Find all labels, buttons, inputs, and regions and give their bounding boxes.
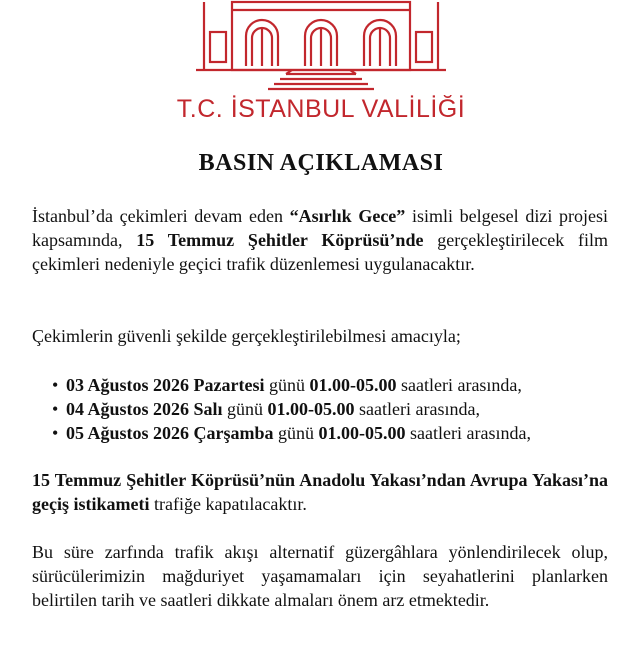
item-time: 01.00-05.00 [309, 375, 397, 395]
closure-direction: 15 Temmuz Şehitler Köprüsü’nün Anadolu Yakası’ndan Avrupa Yakası’na geçiş istikameti [32, 470, 608, 514]
closure-dates-list [52, 373, 612, 445]
intro-text-2: isimli belgesel dizi projesi kapsamında, [32, 206, 609, 250]
bullet-icon: • [52, 399, 59, 419]
istanbul-governorship-logo-icon [190, 0, 452, 92]
item-time: 01.00-05.00 [267, 399, 355, 419]
item-date: 03 Ağustos 2026 Pazartesi [66, 375, 265, 395]
bridge-name: 15 Temmuz Şehitler Köprüsü’nde [136, 230, 424, 250]
bullet-icon: • [52, 375, 59, 395]
purpose-paragraph: Çekimlerin güvenli şekilde gerçekleştirilebilmesi amacıyla; [32, 326, 461, 346]
series-name: “Asırlık Gece” [289, 206, 406, 226]
item-text-end: saatleri arasında, [354, 399, 480, 419]
intro-paragraph [32, 204, 608, 276]
list-item [52, 421, 612, 445]
intro-text-3: gerçekleştirilecek film çekimleri nedeniyle geçici trafik düzenlemesi uygulanacaktır. [32, 230, 609, 274]
item-text-end: saatleri arasında, [396, 375, 522, 395]
list-item [52, 373, 612, 397]
document-title: BASIN AÇIKLAMASI [198, 150, 444, 176]
item-text-end: saatleri arasında, [405, 423, 531, 443]
item-date: 05 Ağustos 2026 Çarşamba [66, 423, 274, 443]
intro-text-1: İstanbul’da çekimleri devam eden [32, 206, 290, 226]
item-text: günü [264, 375, 310, 395]
item-text: günü [273, 423, 319, 443]
list-item [52, 397, 612, 421]
bullet-icon: • [52, 423, 59, 443]
organization-name: T.C. İSTANBUL VALİLİĞİ [176, 95, 466, 123]
item-text: günü [222, 399, 268, 419]
item-time: 01.00-05.00 [318, 423, 406, 443]
closure-text: trafiğe kapatılacaktır. [149, 494, 307, 514]
closure-paragraph [32, 468, 608, 516]
item-date: 04 Ağustos 2026 Salı [66, 399, 223, 419]
advice-paragraph: Bu süre zarfında trafik akışı alternatif güzergâhlara yönlendirilecek olup, sürücülerimizin mağduriyet yaşamamaları için seyahatlerini planlarken belirtilen tarih ve saatleri dikkate almaları önem arz etmektedir. [32, 542, 608, 610]
